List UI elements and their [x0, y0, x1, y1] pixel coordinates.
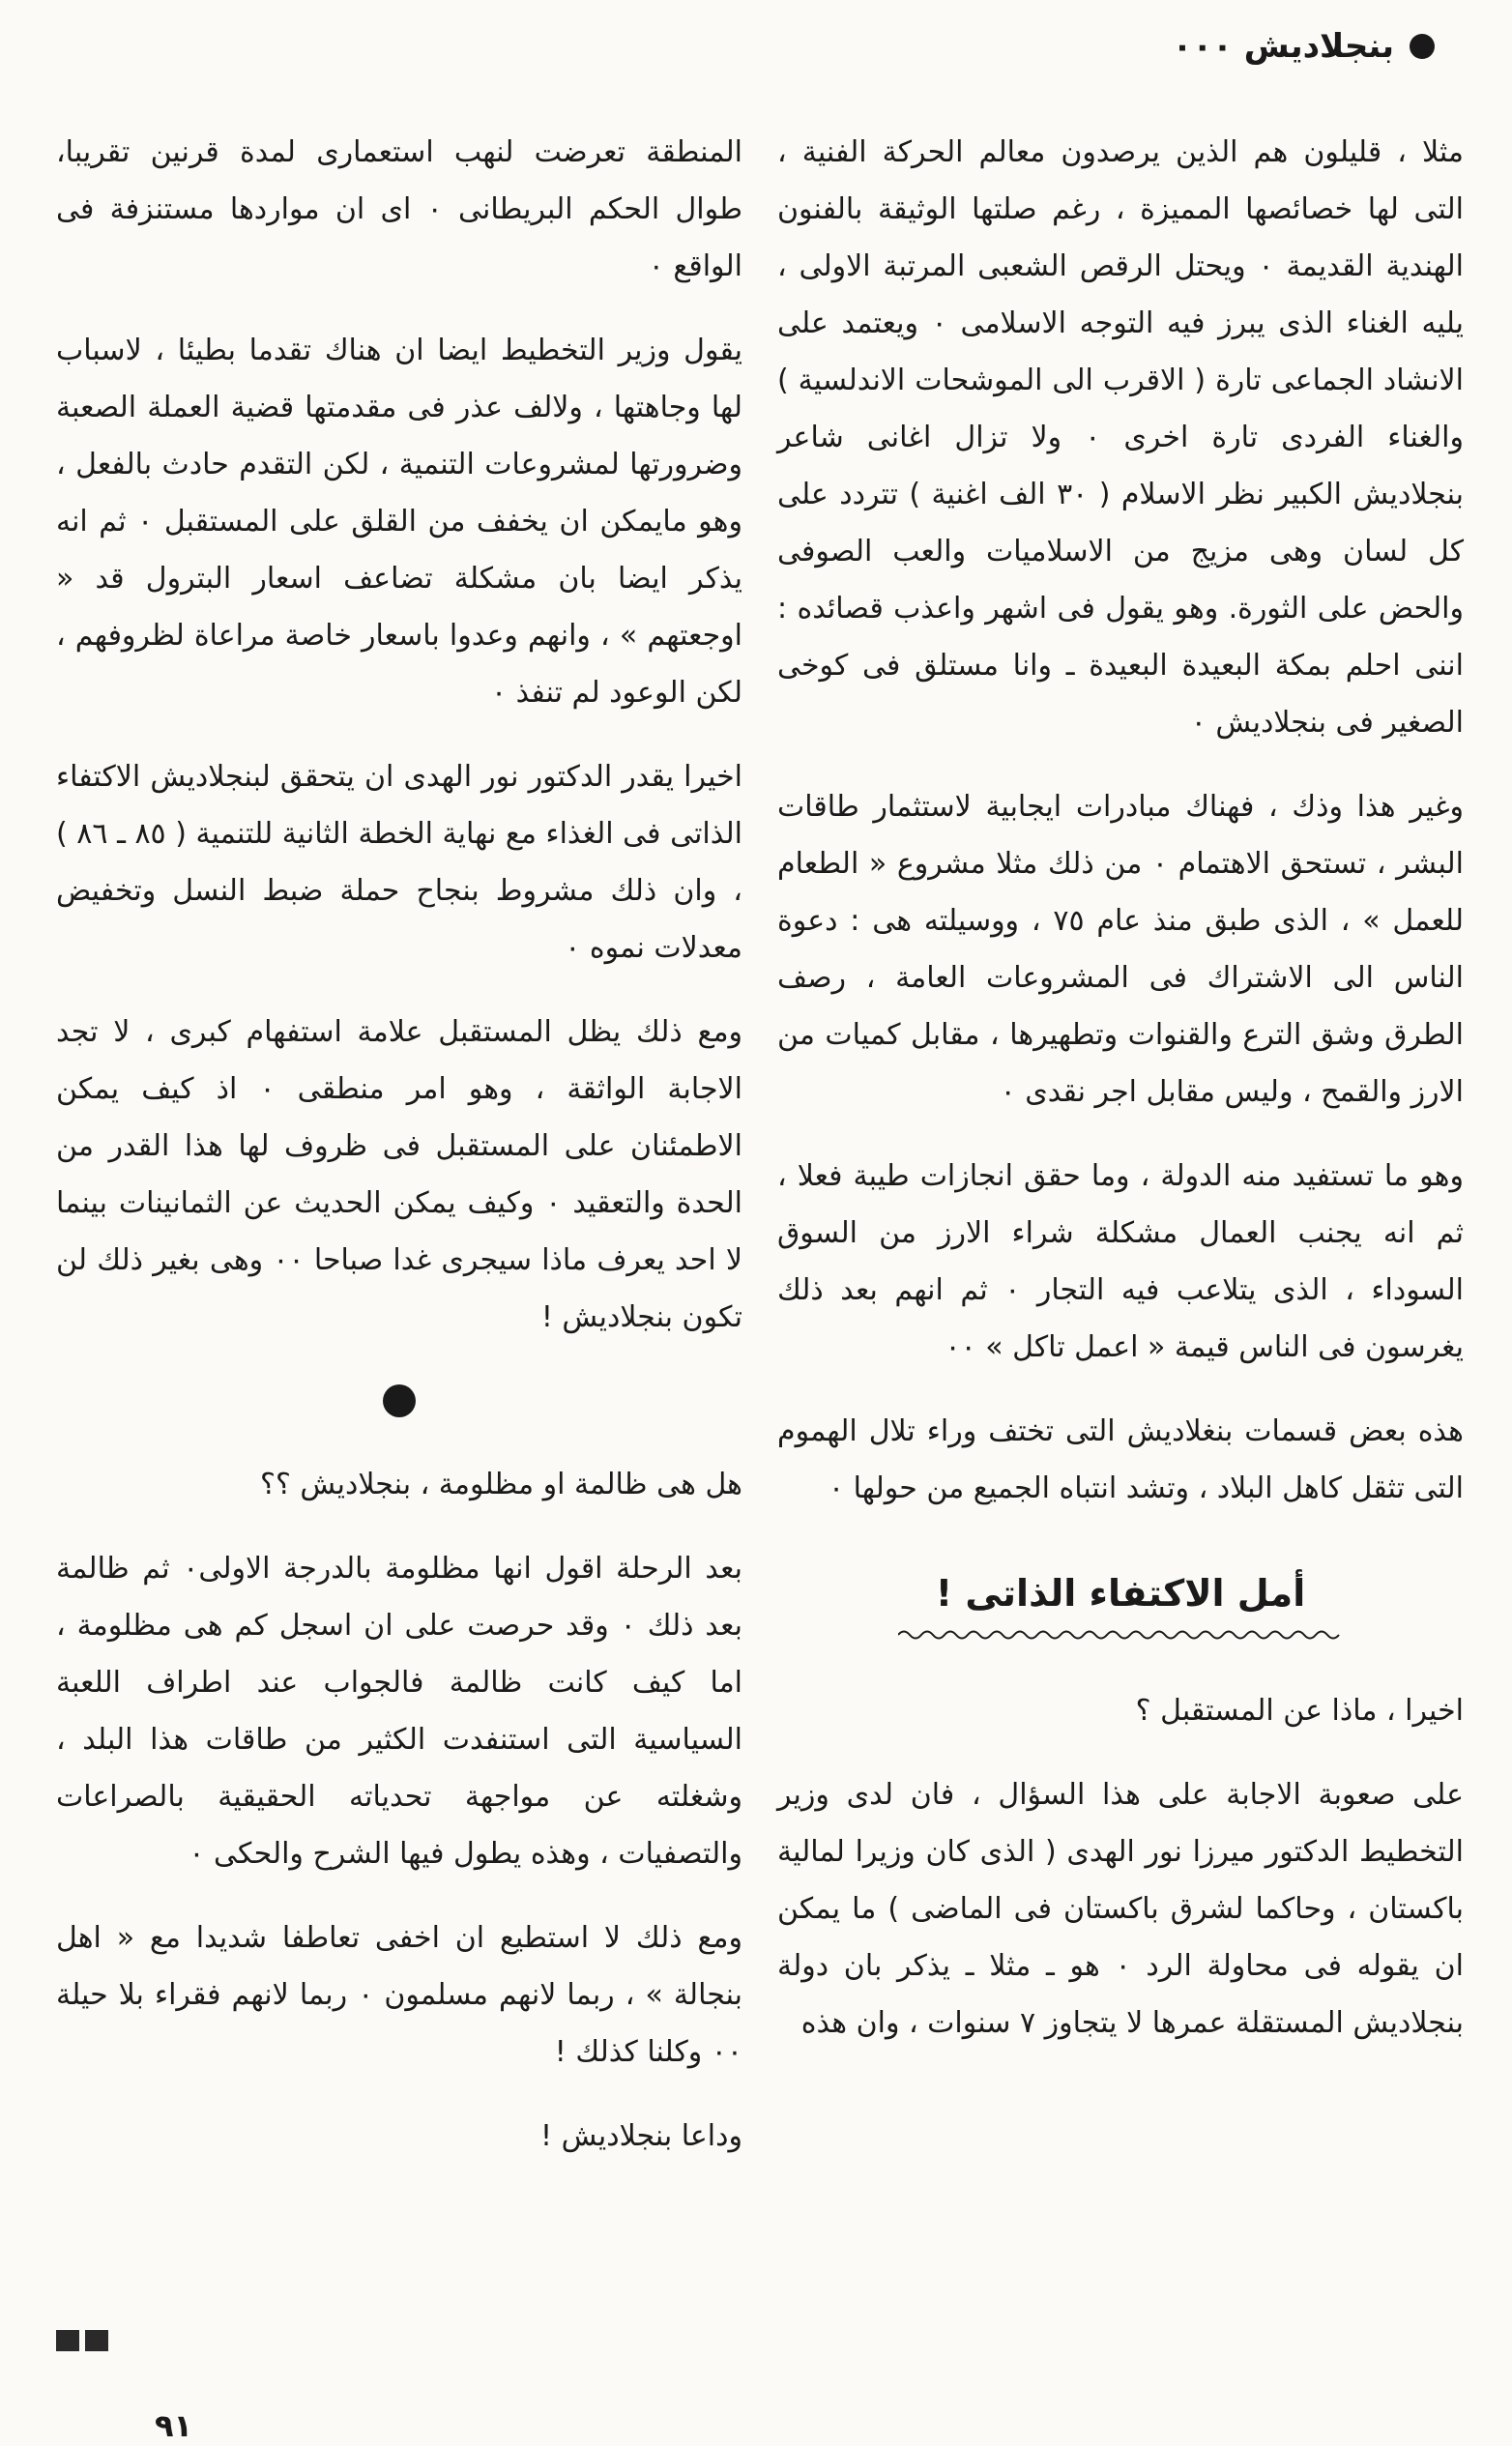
running-header — [1173, 27, 1435, 66]
section-heading: أمل الاكتفاء الذاتى ! — [935, 1572, 1306, 1615]
paragraph: بعد الرحلة اقول انها مظلومة بالدرجة الاولى٠ ثم ظالمة بعد ذلك ٠ وقد حرصت على ان اسجل كم هى مظلومة ، اما كيف كانت ظالمة فالجواب عند اطراف اللعبة السياسية التى استنفدت الكثير من طاقات هذا البلد ، وشغلته عن مواجهة تحدياته الحقيقية بالصراعات والتصفيات ، وهذه يطول فيها الشرح والحكى ٠ — [56, 1552, 742, 1871]
right-column — [777, 124, 1464, 2079]
bullet-icon — [1410, 34, 1435, 59]
paragraph: وداعا بنجلاديش ! — [540, 2119, 742, 2153]
paragraph: هل هى ظالمة او مظلومة ، بنجلاديش ؟؟ — [260, 1468, 742, 1501]
paragraph: ومع ذلك لا استطيع ان اخفى تعاطفا شديدا مع « اهل بنجالة » ، ربما لانهم مسلمون ٠ ربما لانهم فقراء بلا حيلة ٠٠ وكلنا كذلك ! — [56, 1921, 742, 2069]
running-header-title: بنجلاديش ٠٠٠ — [1172, 27, 1394, 66]
paragraph: المنطقة تعرضت لنهب استعمارى لمدة قرنين تقريبا، طوال الحكم البريطانى ٠ اى ان مواردها مستنزفة فى الواقع ٠ — [56, 135, 742, 283]
paragraph: اخيرا ، ماذا عن المستقبل ؟ — [1135, 1694, 1464, 1728]
end-mark — [85, 2330, 108, 2351]
section-divider-dot — [383, 1384, 416, 1417]
squiggle-underline — [898, 1626, 1343, 1644]
page-number: ٩١ — [155, 2407, 193, 2444]
paragraph: وغير هذا وذك ، فهناك مبادرات ايجابية لاستثمار طاقات البشر ، تستحق الاهتمام ٠ من ذلك مثلا مشروع « الطعام للعمل » ، الذى طبق منذ عام ٧٥ ، ووسيلته هى : دعوة الناس الى الاشتراك فى المشروعات العامة ، رصف الطرق وشق الترع والقنوات وتطهيرها ، مقابل كميات من الارز والقمح ، وليس مقابل اجر نقدى ٠ — [777, 790, 1464, 1109]
paragraph: على صعوبة الاجابة على هذا السؤال ، فان لدى وزير التخطيط الدكتور ميرزا نور الهدى ( الذى كان وزيرا لمالية باكستان ، وحاكما لشرق باكستان فى الماضى ) ما يمكن ان يقوله فى محاولة الرد ٠ هو ـ مثلا ـ يذكر بان دولة بنجلاديش المستقلة عمرها لا يتجاوز ٧ سنوات ، وان هذه — [777, 1778, 1464, 2040]
paragraph: ومع ذلك يظل المستقبل علامة استفهام كبرى ، لا تجد الاجابة الواثقة ، وهو امر منطقى ٠ اذ كيف يمكن الاطمئنان على المستقبل فى ظروف لها هذا القدر من الحدة والتعقيد ٠ وكيف يمكن الحديث عن الثمانينات بينما لا احد يعرف ماذا سيجرى غدا صباحا ٠٠ وهى بغير ذلك لن تكون بنجلاديش ! — [56, 1015, 742, 1334]
paragraph: وهو ما تستفيد منه الدولة ، وما حقق انجازات طيبة فعلا ، ثم انه يجنب العمال مشكلة شراء الارز من السوق السوداء ، الذى يتلاعب فيه التجار ٠ ثم انهم بعد ذلك يغرسون فى الناس قيمة « اعمل تاكل » ٠٠ — [777, 1159, 1464, 1364]
end-of-article-marks — [56, 2330, 108, 2351]
paragraph: اخيرا يقدر الدكتور نور الهدى ان يتحقق لبنجلاديش الاكتفاء الذاتى فى الغذاء مع نهاية الخطة الثانية للتنمية ( ٨٥ ـ ٨٦ ) ، وان ذلك مشروط بنجاح حملة ضبط النسل وتخفيض معدلات نموه ٠ — [56, 760, 742, 965]
paragraph: هذه بعض قسمات بنغلاديش التى تختف وراء تلال الهموم التى تثقل كاهل البلاد ، وتشد انتباه الجميع من حولها ٠ — [777, 1414, 1464, 1505]
end-mark — [56, 2330, 79, 2351]
paragraph: يقول وزير التخطيط ايضا ان هناك تقدما بطيئا ، لاسباب لها وجاهتها ، ولالف عذر فى مقدمتها قضية العملة الصعبة وضرورتها لمشروعات التنمية ، لكن التقدم حادث بالفعل ، وهو مايمكن ان يخفف من القلق على المستقبل ٠ ثم انه يذكر ايضا بان مشكلة تضاعف اسعار البترول قد « اوجعتهم » ، وانهم وعدوا باسعار خاصة مراعاة لظروفهم ، لكن الوعود لم تنفذ ٠ — [56, 334, 742, 710]
paragraph: مثلا ، قليلون هم الذين يرصدون معالم الحركة الفنية ، التى لها خصائصها المميزة ، رغم صلتها الوثيقة بالفنون الهندية القديمة ٠ ويحتل الرقص الشعبى المرتبة الاولى ، يليه الغناء الذى يبرز فيه التوجه الاسلامى ٠ ويعتمد على الانشاد الجماعى تارة ( الاقرب الى الموشحات الاندلسية ) والغناء الفردى تارة اخرى ٠ ولا تزال اغانى شاعر بنجلاديش الكبير نظر الاسلام ( ٣٠ الف اغنية ) تتردد على كل لسان وهى مزيج من الاسلاميات والعب الصوفى والحض على الثورة. وهو يقول فى اشهر واعذب قصائده : اننى احلم بمكة البعيدة البعيدة ـ وانا مستلق فى كوخى الصغير فى بنجلاديش ٠ — [777, 135, 1464, 740]
left-column — [56, 124, 742, 2192]
